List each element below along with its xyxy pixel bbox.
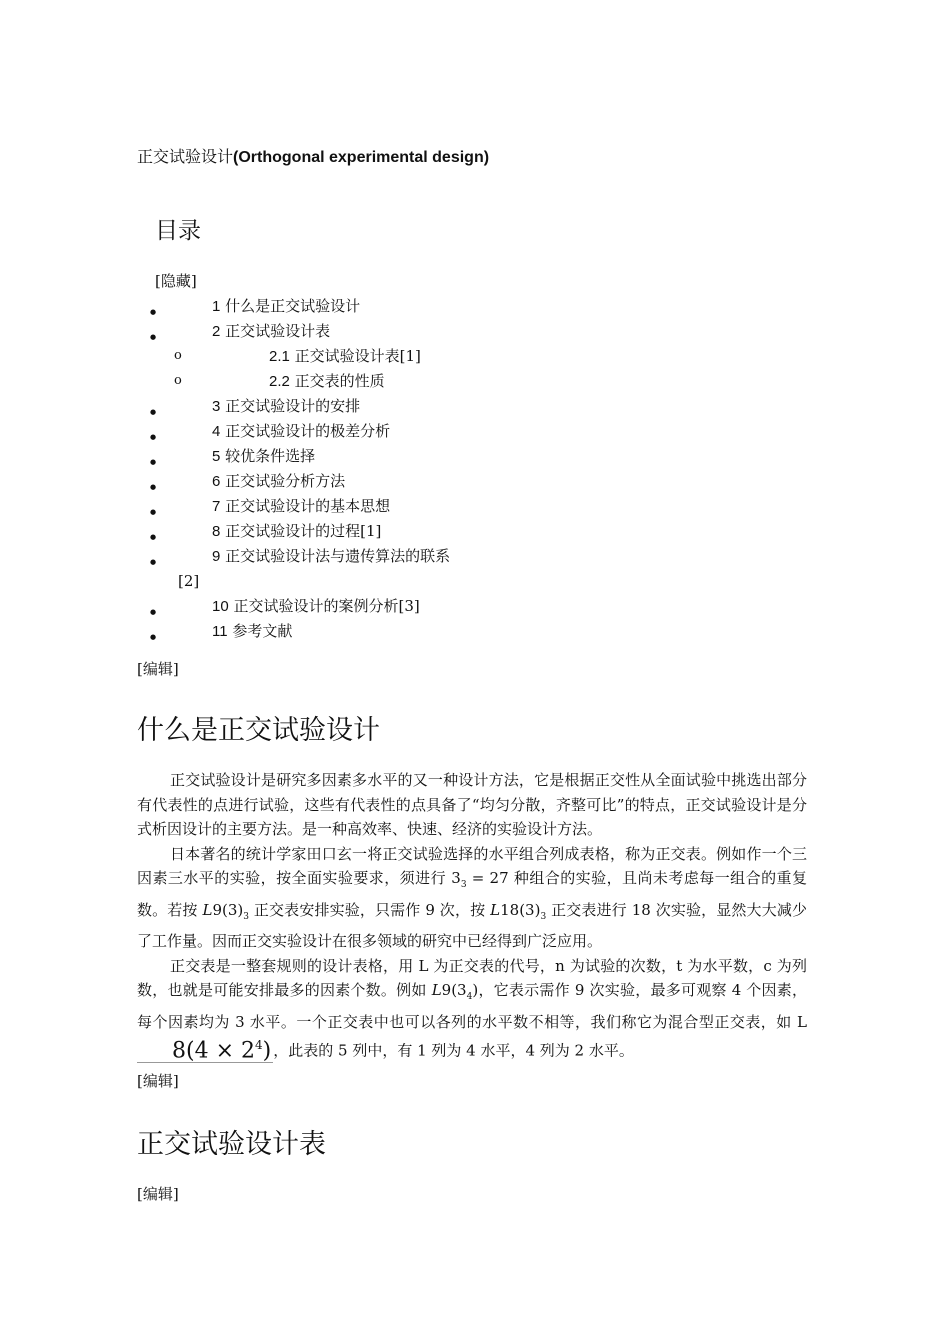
toc-item-label: 5 较优条件选择	[212, 447, 316, 465]
circle-bullet-icon: o	[174, 373, 182, 388]
toc-item-label: 2.1 正交试验设计表[1]	[269, 347, 421, 365]
bullet-icon: ●	[150, 608, 157, 616]
toc-item-label: 3 正交试验设计的安排	[212, 397, 361, 415]
formula-image: $8(4 \times 2^4)$	[137, 1034, 273, 1063]
circle-bullet-icon: o	[174, 348, 182, 363]
toc-item-label: 1 什么是正交试验设计	[212, 297, 361, 315]
bullet-icon: ●	[150, 333, 157, 341]
bullet-icon: ●	[150, 483, 157, 491]
toc-item-label: 8 正交试验设计的过程[1]	[212, 522, 382, 540]
toc-item-label: 7 正交试验设计的基本思想	[212, 497, 391, 515]
document-title	[137, 144, 489, 167]
toc-hide-link[interactable]: [隐藏]	[155, 272, 197, 290]
edit-link-3[interactable]: [编辑]	[137, 1185, 179, 1203]
paragraph-2: 日本著名的统计学家田口玄一将正交试验选择的水平组合列成表格，称为正交表。例如作一个三因素三水平的实验，按全面实验要求，须进行 $3_3 = 27$ 种组合的实验，且尚未考虑每一组合的重复数。若按 $L9(3)_3$ 正交表安排实验，只需作 9 次，按 $L18(3)_3$ 正交表进行 18 次实验，显然大大减少了工作量。因而正交实验设计在很多领域的研究中已经得到广泛应用。	[137, 844, 807, 950]
bullet-icon: ●	[150, 508, 157, 516]
toc-item-label: 9 正交试验设计法与遗传算法的联系	[212, 547, 451, 565]
toc-item-label: 4 正交试验设计的极差分析	[212, 422, 391, 440]
toc-item-label: 2 正交试验设计表	[212, 322, 331, 340]
bullet-icon: ●	[150, 633, 157, 641]
section-1-body	[137, 768, 807, 1063]
bullet-icon: ●	[150, 458, 157, 466]
edit-link-2[interactable]: [编辑]	[137, 1072, 179, 1090]
paragraph-1: 正交试验设计是研究多因素多水平的又一种设计方法，它是根据正交性从全面试验中挑选出部分有代表性的点进行试验，这些有代表性的点具备了“均匀分散，齐整可比”的特点，正交试验设计是分式析因设计的主要方法。是一种高效率、快速、经济的实验设计方法。	[137, 771, 807, 838]
section-heading-2: 正交试验设计表	[137, 1129, 326, 1160]
toc-item-label: 2.2 正交表的性质	[269, 372, 385, 390]
bullet-icon: ●	[150, 408, 157, 416]
toc-item-label: 10 正交试验设计的案例分析[3]	[212, 597, 420, 615]
edit-link-1[interactable]: [编辑]	[137, 660, 179, 678]
toc-item-continuation: [2]	[178, 572, 200, 590]
toc-item-label: 6 正交试验分析方法	[212, 472, 346, 490]
paragraph-3: 正交表是一整套规则的设计表格，用 L 为正交表的代号，n 为试验的次数，t 为水平数，c 为列数，也就是可能安排最多的因素个数。例如 $L9(3_4)$，它表示需作 9 次实验，最多可观察 4 个因素，每个因素均为 3 水平。一个正交表中也可以各列的水平数不相等，我们称它为混合型正交表，如 $L8(4 \times 2^4)$ ，此表的 5 列中，有 1 列为 4 水平，4 列为 2 水平。	[137, 956, 807, 1064]
toc-item-label: 11 参考文献	[212, 622, 293, 640]
title-cn: 正交试验设计	[137, 147, 234, 166]
bullet-icon: ●	[150, 533, 157, 541]
title-en: (Orthogonal experimental design)	[233, 149, 490, 166]
bullet-icon: ●	[150, 308, 157, 316]
toc-heading: 目录	[155, 218, 201, 244]
bullet-icon: ●	[150, 433, 157, 441]
section-heading-1: 什么是正交试验设计	[137, 715, 380, 746]
bullet-icon: ●	[150, 558, 157, 566]
